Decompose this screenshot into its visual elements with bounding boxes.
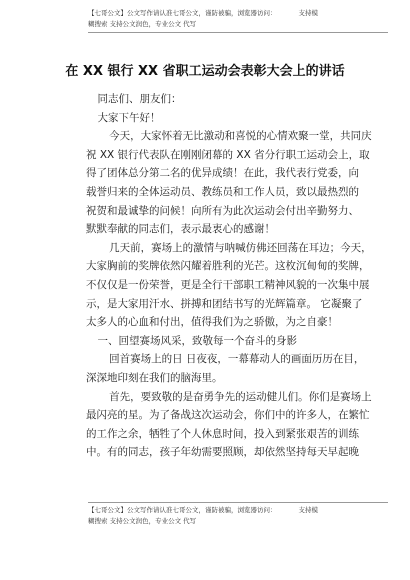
header-line-1-tail: 支持模 xyxy=(298,9,318,17)
paragraph-recall: 回首赛场上的日 日夜夜，一幕幕动人的画面历历在目， 深深地印刻在我们的脑海里。 xyxy=(86,353,365,384)
salutation: 同志们、朋友们： xyxy=(97,93,182,105)
document-body xyxy=(86,90,372,462)
paragraph-athletes: 首先，要致敬的是奋勇争先的运动健儿们。你们是赛场上最闪亮的星。为了备战这次运动会，你们中的许多人，在繁忙的工作之余，牺牲了个人休息时间，投入到紧张艰苦的训练中。有的同志，孩子年幼需要照顾，却依然坚持每天早起晚 xyxy=(86,390,372,459)
footer-divider xyxy=(88,502,388,503)
footer-line-1: 【七哥公文】公文写作请认准七哥公文，谨防被骗，浏览器访问： xyxy=(88,506,277,514)
footer-line-2: 糊搜索 支持公文润色，专业公文 代写 xyxy=(88,517,197,525)
header-line-2: 糊搜索 支持公文润色，专业公文 代写 xyxy=(88,20,197,28)
paragraph-medal: 几天前，赛场上的激情与呐喊仿佛还回荡在耳边；今天，大家胸前的奖牌依然闪耀着胜利的光芒。这枚沉甸甸的奖牌，不仅仅是一份荣誉，更是全行干部职工精神风貌的一次集中展示，是大家用汗水、拼搏和团结书写的光辉篇章。 它凝聚了太多人的心血和付出，值得我们为之骄傲，为之自豪！ xyxy=(86,241,372,329)
footer-line-1-tail: 支持模 xyxy=(298,506,318,514)
section-heading-1: 一、回望赛场风采，致敬每一个奋斗的身影 xyxy=(97,334,298,347)
header-line-1: 【七哥公文】公文写作请认准七哥公文，谨防被骗，浏览器访问： xyxy=(88,9,277,17)
paragraph-intro: 今天，大家怀着无比激动和喜悦的心情欢聚一堂，共同庆祝 XX 银行代表队在刚刚闭幕的 XX 省分行职工运动会上，取得了团体总分第二名的优异成绩！在此，我代表行党委，向 载誉归来的全体运动员、教练员和工作人员，致以最热烈的 祝贺和最诚挚的问候！向所有为此次运动会付出辛勤努力、 默默奉献的同志们，表示最衷心的感谢！ xyxy=(86,130,372,236)
page-header-watermark xyxy=(88,8,388,30)
header-divider xyxy=(88,32,388,33)
greeting: 大家下午好！ xyxy=(97,111,161,124)
page-footer-watermark xyxy=(88,505,388,527)
document-title: 在 XX 银行 XX 省职工运动会表彰大会上的讲话 xyxy=(65,64,345,79)
